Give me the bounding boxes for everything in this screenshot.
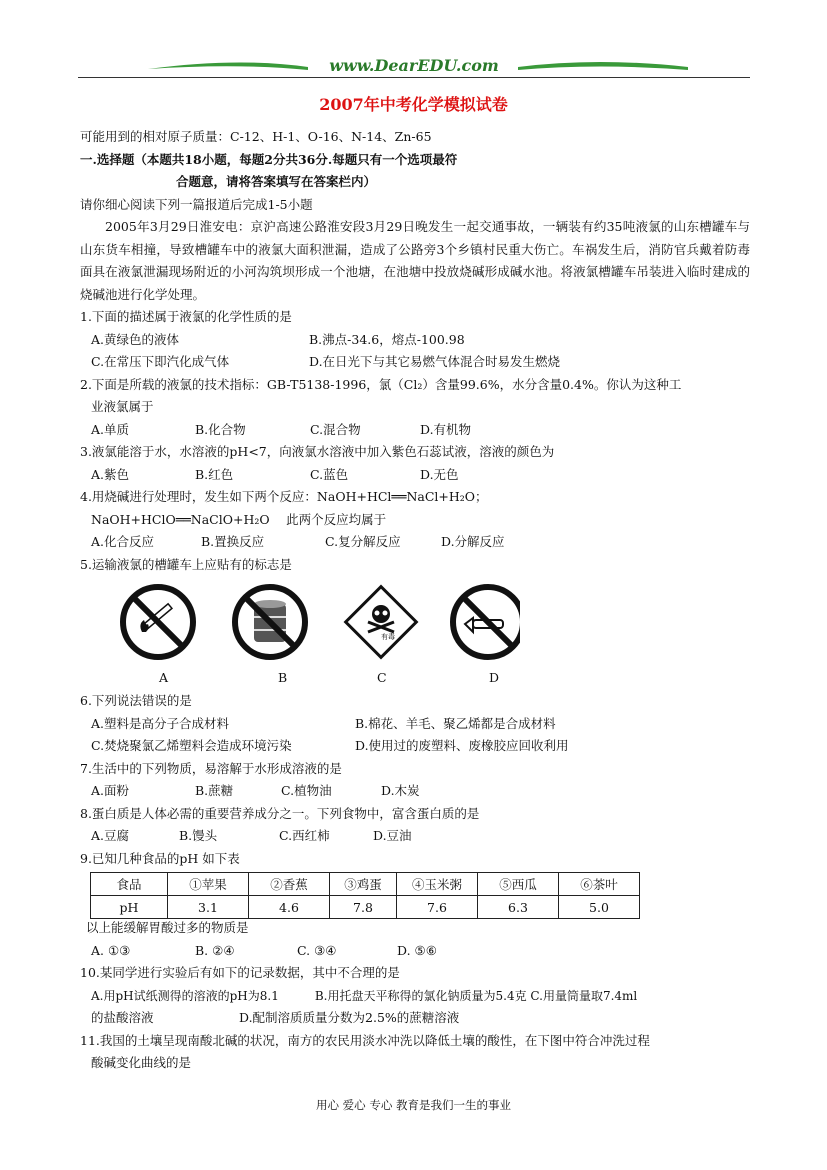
q4-stem-cont: NaOH+HClO══NaClO+H₂O 此两个反应均属于 (91, 511, 387, 527)
no-smoking-sign-icon (123, 587, 193, 657)
q8-options (80, 825, 750, 848)
q5-stem: 5.运输液氯的槽罐车上应贴有的标志是 (80, 556, 292, 572)
table-cell: ⑤西瓜 (478, 873, 559, 896)
table-cell: ⑥茶叶 (559, 873, 640, 896)
table-cell: ①苹果 (168, 873, 249, 896)
no-barrel-sign-icon (235, 587, 305, 657)
q9-option-c: C. ③④ (297, 942, 337, 958)
no-horn-sign-icon (453, 587, 520, 657)
q10-line1: A.用pH试纸测得的溶液的pH为8.1 B.用托盘天平称得的氯化钠质量为5.4克 C.用量筒量取7.4ml (91, 988, 638, 1003)
q2-stem: 2.下面是所载的液氯的技术指标：GB-T5138-1996，氯（Cl₂）含量99.6%，水分含量0.4%。你认为这种工 (80, 376, 682, 392)
exam-content-2 (80, 690, 750, 870)
q8-stem: 8.蛋白质是人体必需的重要营养成分之一。下列食物中，富含蛋白质的是 (80, 805, 480, 821)
q9-option-a: A. ①③ (91, 942, 131, 958)
q11-stem-cont: 酸碱变化曲线的是 (91, 1055, 192, 1070)
q1-option-b: B.沸点-34.6，熔点-100.98 (309, 331, 465, 347)
q2-option-d: D.有机物 (420, 421, 472, 437)
q3-option-d: D.无色 (420, 466, 459, 482)
ph-table (90, 872, 640, 919)
q8-option-a: A.豆腐 (91, 828, 130, 843)
q8-option-c: C.西红柿 (279, 828, 330, 843)
sign-label-c: C (377, 670, 387, 685)
sign-label-b: B (278, 670, 288, 685)
sign-label-d: D (489, 670, 500, 685)
q2-option-b: B.化合物 (195, 421, 246, 437)
table-cell: 7.6 (397, 896, 478, 919)
atomic-masses: 可能用到的相对原子质量：C-12、H-1、O-16、N-14、Zn-65 (80, 129, 432, 144)
table-cell: pH (91, 896, 168, 919)
table-cell: 3.1 (168, 896, 249, 919)
q3-option-a: A.紫色 (91, 466, 130, 482)
q1-option-a: A.黄绿色的液体 (91, 331, 180, 347)
toxic-label: 有毒 (381, 633, 395, 641)
q1-option-d: D.在日光下与其它易燃气体混合时易发生燃烧 (309, 354, 561, 369)
table-row (91, 873, 640, 896)
q10-line2a: 的盐酸溶液 (91, 1010, 154, 1025)
q4-stem: 4.用烧碱进行处理时，发生如下两个反应：NaOH+HCl══NaCl+H₂O； (80, 489, 488, 504)
q4-option-d: D.分解反应 (441, 534, 505, 549)
q1-stem: 1.下面的描述属于液氯的化学性质的是 (80, 309, 292, 324)
table-cell: ③鸡蛋 (330, 873, 397, 896)
q2-stem-cont: 业液氯属于 (91, 399, 154, 414)
table-cell: ④玉米粥 (397, 873, 478, 896)
toxic-label-box (361, 627, 461, 647)
table-cell: 7.8 (330, 896, 397, 919)
q10-line2 (80, 1007, 750, 1030)
section-heading: 一.选择题（本题共18小题，每题2分共36分.每题只有一个选项最符 (80, 151, 458, 167)
q9-after: 以上能缓解胃酸过多的物质是 (86, 920, 249, 935)
q11-stem: 11.我国的土壤呈现南酸北碱的状况，南方的农民用淡水冲洗以降低土壤的酸性，在下图中符合冲洗过程 (80, 1032, 650, 1048)
q6-options-row1 (80, 713, 750, 736)
q1-option-c: C.在常压下即汽化成气体 (91, 354, 230, 369)
table-row (91, 896, 640, 919)
q4-option-b: B.置换反应 (201, 534, 265, 549)
q10-line2b: D.配制溶质质量分数为2.5%的蔗糖溶液 (239, 1010, 460, 1025)
news-passage: 2005年3月29日淮安电：京沪高速公路淮安段3月29日晚发生一起交通事故，一辆装有约35吨液氯的山东槽罐车与山东货车相撞，导致槽罐车中的液氯大面积泄漏，造成了公路旁3个乡镇村民重大伤亡。车祸发生后，消防官兵戴着防毒面具在液氯泄漏现场附近的小河沟筑坝形成一个池塘，在池塘中投放烧碱形成碱水池。将液氯槽罐车吊装进入临时建成的烧碱池进行化学处理。 (80, 219, 750, 302)
q3-option-c: C.蓝色 (310, 466, 349, 482)
q7-option-d: D.木炭 (381, 783, 420, 798)
table-cell: 6.3 (478, 896, 559, 919)
q3-options (80, 464, 750, 487)
q7-option-c: C.植物油 (281, 783, 332, 798)
header-banner (78, 55, 750, 79)
q2-option-a: A.单质 (91, 421, 130, 437)
q3-option-b: B.红色 (195, 466, 234, 482)
q1-options-row2 (80, 351, 750, 374)
q4-option-c: C.复分解反应 (325, 534, 401, 549)
q6-option-a: A.塑料是高分子合成材料 (91, 715, 230, 731)
q2-options (80, 419, 750, 442)
q9-options (80, 940, 750, 963)
table-cell: 5.0 (559, 896, 640, 919)
q9-option-b: B. ②④ (195, 942, 235, 958)
q6-option-d: D.使用过的废塑料、废橡胶应回收利用 (355, 738, 569, 753)
reading-intro: 请你细心阅读下列一篇报道后完成1-5小题 (80, 196, 313, 212)
q7-stem: 7.生活中的下列物质，易溶解于水形成溶液的是 (80, 760, 342, 776)
q6-options-row2 (80, 735, 750, 758)
q6-option-c: C.焚烧聚氯乙烯塑料会造成环境污染 (91, 738, 292, 753)
q8-option-b: B.馒头 (179, 828, 218, 843)
sign-label-a: A (159, 670, 169, 685)
exam-content-3 (80, 917, 750, 1075)
table-cell: 4.6 (249, 896, 330, 919)
q6-option-b: B.棉花、羊毛、聚乙烯都是合成材料 (355, 715, 556, 731)
exam-content (80, 126, 750, 576)
table-cell: 食品 (91, 873, 168, 896)
q2-option-c: C.混合物 (310, 421, 361, 437)
section-heading-cont: 合题意，请将答案填写在答案栏内） (176, 174, 377, 189)
header-divider (78, 77, 750, 78)
q9-option-d: D. ⑤⑥ (397, 942, 437, 958)
q9-stem: 9.已知几种食品的pH 如下表 (80, 850, 240, 866)
q7-options (80, 780, 750, 803)
exam-title: 2007年中考化学模拟试卷 (319, 95, 508, 114)
q7-option-b: B.蔗糖 (195, 783, 234, 798)
q7-option-a: A.面粉 (91, 783, 130, 798)
q6-stem: 6.下列说法错误的是 (80, 693, 192, 708)
q8-option-d: D.豆油 (373, 828, 412, 843)
table-cell: ②香蕉 (249, 873, 330, 896)
page-footer: 用心 爱心 专心 教育是我们一生的事业 (316, 1098, 511, 1112)
q1-options-row1 (80, 329, 750, 352)
q10-stem: 10.某同学进行实验后有如下的记录数据，其中不合理的是 (80, 965, 400, 980)
q4-options (80, 531, 750, 554)
q4-option-a: A.化合反应 (91, 534, 155, 549)
site-name: www.DearEDU.com (329, 56, 499, 75)
hazard-signs (120, 582, 520, 662)
q3-stem: 3.液氯能溶于水，水溶液的pH<7，向液氯水溶液中加入紫色石蕊试液，溶液的颜色为 (80, 444, 555, 459)
